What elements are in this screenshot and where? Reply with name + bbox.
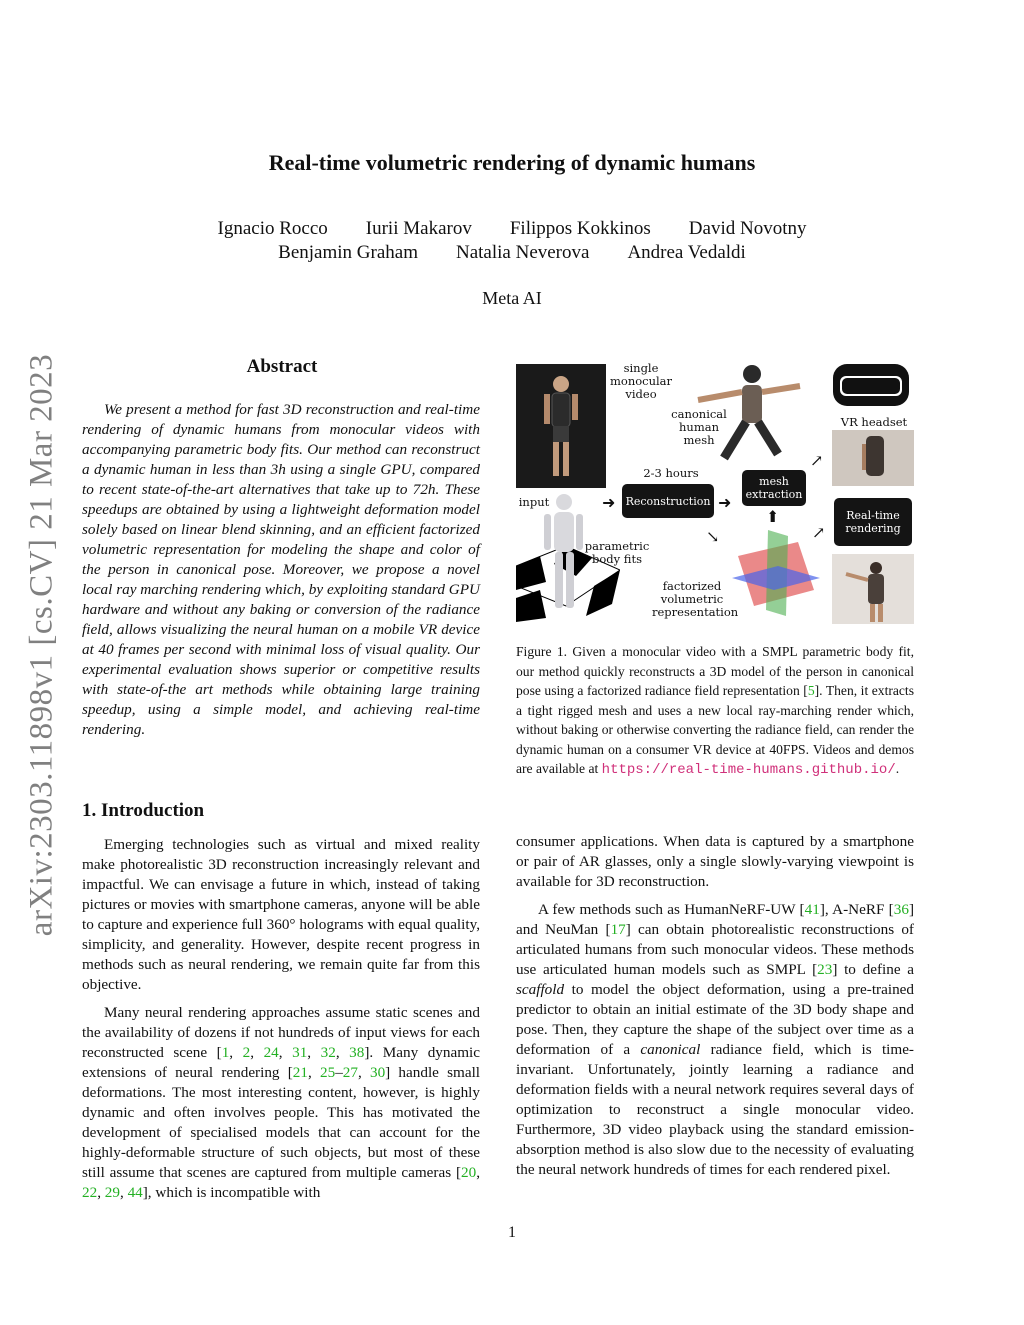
text-run: Figure 1. Given a monocular video with a SMPL parametric body fit, our method quickly reconstructs a 3D model of the person in canonical pose using a factorized radiance field representation [ [516,644,914,698]
text-run: . [895,761,900,776]
author-row-1 [0,218,1024,240]
author-row-2 [0,242,1024,264]
author: Benjamin Graham [278,242,418,263]
figure-1 [516,358,914,626]
arrow-up-icon: ⬆ [766,509,780,526]
arxiv-stamp [22,350,62,940]
affiliation: Meta AI [482,288,542,308]
person-silhouette-icon [832,554,914,624]
person-silhouette-icon [516,364,606,488]
page-number: 1 [508,1224,516,1241]
arrow-diagonal-icon: ↗ [812,525,826,542]
citation-link[interactable]: 32 [320,1044,336,1061]
label-body-fits: parametric body fits [584,539,650,566]
citation-link[interactable]: 38 [349,1044,365,1061]
text-run: ], A-NeRF [ [819,901,894,918]
arxiv-stamp-text: arXiv:2303.11898v1 [cs.CV] 21 Mar 2023 [23,353,60,937]
intro-paragraph-4 [516,900,914,1180]
arrow-diagonal-icon: ↘ [706,529,720,546]
render-frame-bottom [832,554,914,624]
project-url-link[interactable]: https://real-time-humans.github.io/ [601,762,896,778]
citation-link[interactable]: 25 [320,1064,336,1081]
text-run: Many neural rendering approaches assume static scenes and the availability of dozens if not hundreds of input views for each reconstructed scene [ [82,1004,480,1061]
text-run: A few methods such as HumanNeRF-UW [ [538,901,805,918]
text-run: ] handle small deformations. The most interesting content, however, is highly dynamic and often involves people. This has motivated the development of specialised models that can account for the highly-deformable structure of such objects, but most of these still assume that scenes are captured from multiple cameras [ [82,1064,481,1181]
text-run: ] and NeuMan [ [516,901,914,938]
citation-link[interactable]: 36 [893,901,909,918]
emphasis-text: canonical [640,1041,701,1058]
label-single-video: single monocular video [610,361,673,401]
author: Andrea Vedaldi [627,242,746,263]
author: Filippos Kokkinos [509,218,651,239]
citation-link[interactable]: 17 [610,921,626,938]
author: Natalia Neverova [455,242,590,263]
citation-link[interactable]: 44 [127,1184,143,1201]
text-run: ] can obtain photorealistic reconstructions of articulated humans from such monocular videos. These methods use articulated human models such as SMPL [ [516,921,914,978]
intro-paragraph-3: consumer applications. When data is captured by a smartphone or pair of AR glasses, only a single slowly-varying viewpoint is available for 3D reconstruction. [516,833,914,890]
citation-link[interactable]: 5 [807,683,815,698]
arrow-right-icon: ➜ [602,495,616,512]
arrow-diagonal-icon: ↗ [810,453,824,470]
citation-link[interactable]: 24 [263,1044,279,1061]
author: Iurii Makarov [365,218,472,239]
author: Ignacio Rocco [217,218,328,239]
section-heading-introduction: 1. Introduction [82,800,205,821]
intro-paragraph-2: Many neural rendering approaches assume static scenes and the availability of dozens if not hundreds of input views for each reconstructed scene [1, 2, 24, 31, 32, 38]. Many dynamic extensions of neural rendering [21, 25–27, 30] handle small deformations. The most interesting content, however, is highly dynamic and often involves people. This has motivated the development of specialised models that can account for the highly-deformable structure of such objects, but most of these still assume that scenes are captured from multiple cameras [20, 22, 29, 44], which is incompatible with [82,1004,481,1201]
arrow-right-icon: ➜ [718,495,732,512]
citation-link[interactable]: 20 [461,1164,477,1181]
author: David Novotny [688,218,807,239]
left-column-text [82,835,480,1211]
citation-link[interactable]: 22 [82,1184,98,1201]
render-frame-top [832,430,914,486]
emphasis-text: scaffold [516,981,565,998]
label-input: input [518,495,550,509]
vr-headset-icon [830,358,912,412]
mesh-extraction-box: mesh extraction [742,470,806,506]
abstract-text: We present a method for fast 3D reconstruction and real-time rendering of dynamic humans from monocular videos with accompanying parametric body fits. Our method can reconstruct a dynamic human in less than 3h using a single GPU, compared to recent state-of-the-art alternatives that take up to 72h. These speedups are obtained by using a lightweight deformation model solely based on linear blend skinning, and an efficient factorized volumetric representation for modeling the shape and color of the person in canonical pose. Moreover, we propose a novel local ray marching rendering which, by exploiting standard GPU hardware and without any baking or conversion of the radiance field, allows visualizing the neural human on a mobile VR device at 40 frames per second with minimal loss of visual quality. Our experimental evaluation shows superior or competitive results with state-of-the art methods while obtaining large training speedup, using a simple model, and achieving real-time rendering. [82,401,480,738]
citation-link[interactable]: 21 [292,1064,308,1081]
citation-link[interactable]: 1 [221,1044,230,1061]
right-column-text [516,832,914,1188]
text-run: ] to define a [832,961,915,978]
text-run: ]. Then, it extracts a tight rigged mesh and uses a new local ray-marching render which, without baking or otherwise converting the radiance field, can render the dynamic human on a consumer VR device at 40FPS. Videos and demos are available at [516,683,915,776]
label-canonical-mesh: canonical human mesh [671,407,727,447]
person-silhouette-icon [832,430,914,486]
label-vr-headset: VR headset [840,415,908,429]
body-fit-mesh-icon [538,492,588,610]
intro-paragraph-1: Emerging technologies such as virtual and mixed reality make photorealistic 3D reconstruction increasingly relevant and impactful. We can envisage a future in which, instead of taking pictures or movies with smartphone cameras, anyone will be able to capture and experience full 360° holograms with equal quality, simplicity, and generality. However, despite recent progress in methods such as neural rendering, we remain quite far from this objective. [82,836,480,993]
text-run: ], which is incompatible with [142,1184,321,1201]
citation-link[interactable]: 31 [292,1044,308,1061]
citation-link[interactable]: 2 [242,1044,251,1061]
abstract-heading: Abstract [246,356,318,377]
input-video-frame [516,364,606,488]
citation-link[interactable]: 23 [817,961,833,978]
text-run: radiance field, which is time-invariant. Unfortunately, jointly learning a radiance and deformation fields with a neural network requires several days of optimization to reconstruct a single monocular video. Furthermore, 3D video playback using the standard emission-absorption method is also slow due to the necessity of evaluating the neural network hundreds of times for each rendered pixel. [516,1041,914,1178]
text-run: ]. Many dynamic extensions of neural rendering [ [82,1044,481,1081]
realtime-rendering-box: Real-time rendering [834,498,912,546]
figure-caption [516,642,914,781]
citation-link[interactable]: 30 [369,1064,386,1081]
paper-title: Real-time volumetric rendering of dynamic humans [268,150,756,175]
reconstruction-box: Reconstruction [622,484,714,518]
label-factorized: factorized volumetric representation [652,579,739,619]
text-run: to model the object deformation, using a pre-trained predictor to obtain an initial estimate of the 3D body shape and pose. Then, they capture the shape of the subject over time as a deformation of a [516,981,914,1058]
citation-link[interactable]: 27 [342,1064,358,1081]
label-hours: 2-3 hours [643,466,699,480]
citation-link[interactable]: 29 [104,1184,120,1201]
citation-link[interactable]: 41 [804,901,820,918]
factorized-planes-icon [728,526,824,620]
